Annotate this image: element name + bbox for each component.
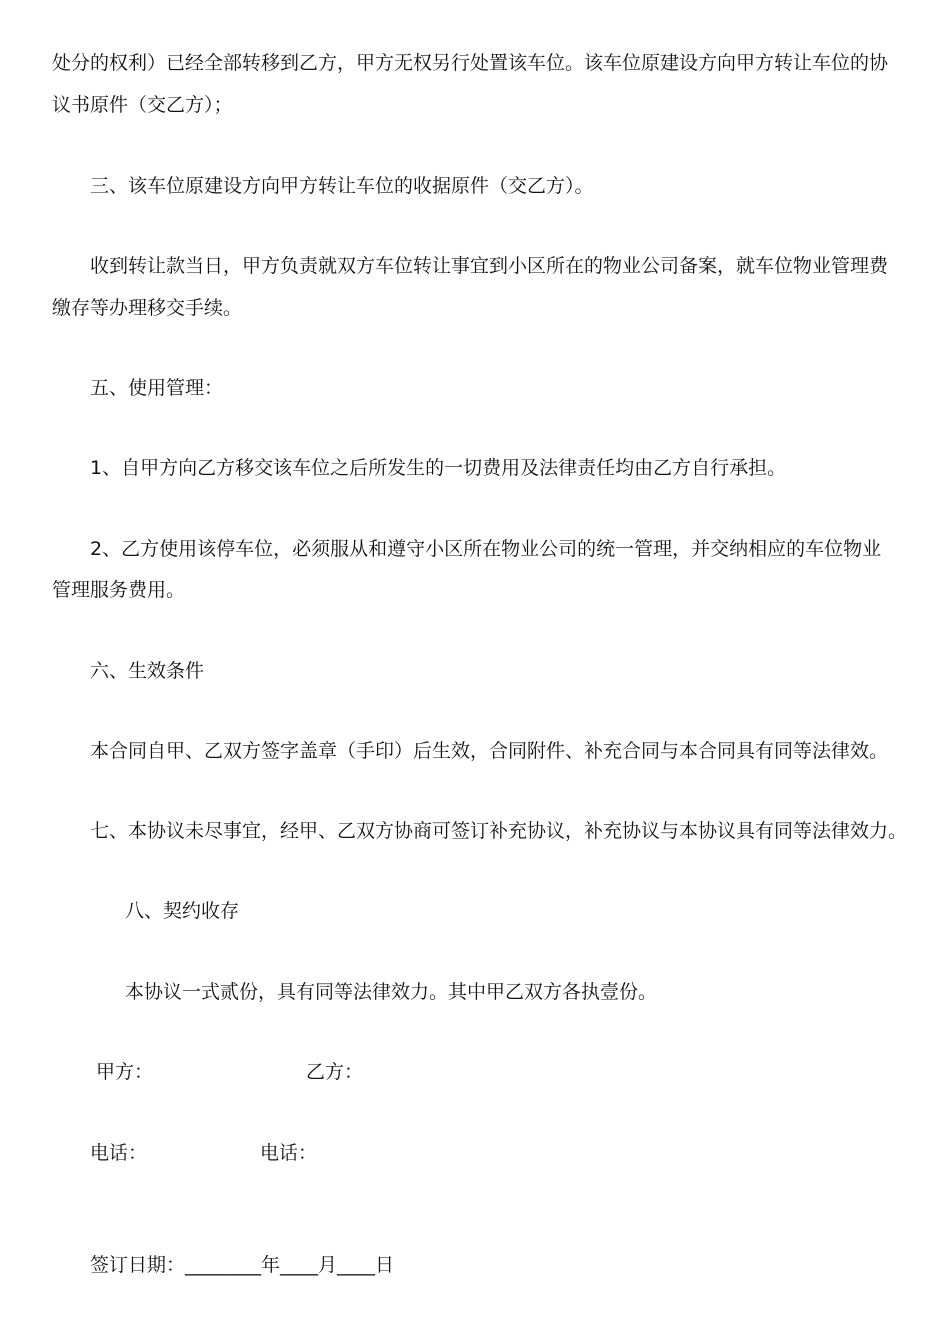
usage-item-1: 1、自甲方向乙方移交该车位之后所发生的一切费用及法律责任均由乙方自行承担。: [90, 457, 787, 479]
paragraph-rights-line-2: 议书原件（交乙方）；: [52, 94, 233, 116]
paragraph-copies: 本协议一式贰份，具有同等法律效力。其中甲乙双方各执壹份。: [125, 981, 658, 1003]
usage-item-2-line-2: 管理服务费用。: [52, 579, 186, 601]
phone-a-label: 电话：: [90, 1142, 148, 1164]
section-eight-heading: 八、契约收存: [125, 900, 240, 922]
sign-date-line: 签订日期：________年____月____日: [90, 1254, 395, 1276]
paragraph-rights-line-1: 处分的权利）已经全部转移到乙方，甲方无权另行处置该车位。该车位原建设方向甲方转让车位的协: [52, 52, 889, 74]
paragraph-handover-line-1: 收到转让款当日，甲方负责就双方车位转让事宜到小区所在的物业公司备案，就车位物业管理费: [90, 255, 889, 277]
party-a-label: 甲方：: [96, 1061, 154, 1083]
section-six-heading: 六、生效条件: [90, 660, 205, 682]
usage-item-2-line-1: 2、乙方使用该停车位，必须服从和遵守小区所在物业公司的统一管理，并交纳相应的车位物业: [90, 538, 882, 560]
paragraph-effect: 本合同自甲、乙双方签字盖章（手印）后生效，合同附件、补充合同与本合同具有同等法律效。: [90, 740, 889, 762]
paragraph-handover-line-2: 缴存等办理移交手续。: [52, 297, 243, 319]
phone-b-label: 电话：: [260, 1142, 318, 1164]
section-five-heading: 五、使用管理：: [90, 377, 224, 399]
section-three: 三、该车位原建设方向甲方转让车位的收据原件（交乙方）。: [90, 175, 594, 197]
section-seven: 七、本协议未尽事宜，经甲、乙双方协商可签订补充协议，补充协议与本协议具有同等法律效力。: [90, 820, 908, 842]
party-b-label: 乙方：: [306, 1061, 364, 1083]
